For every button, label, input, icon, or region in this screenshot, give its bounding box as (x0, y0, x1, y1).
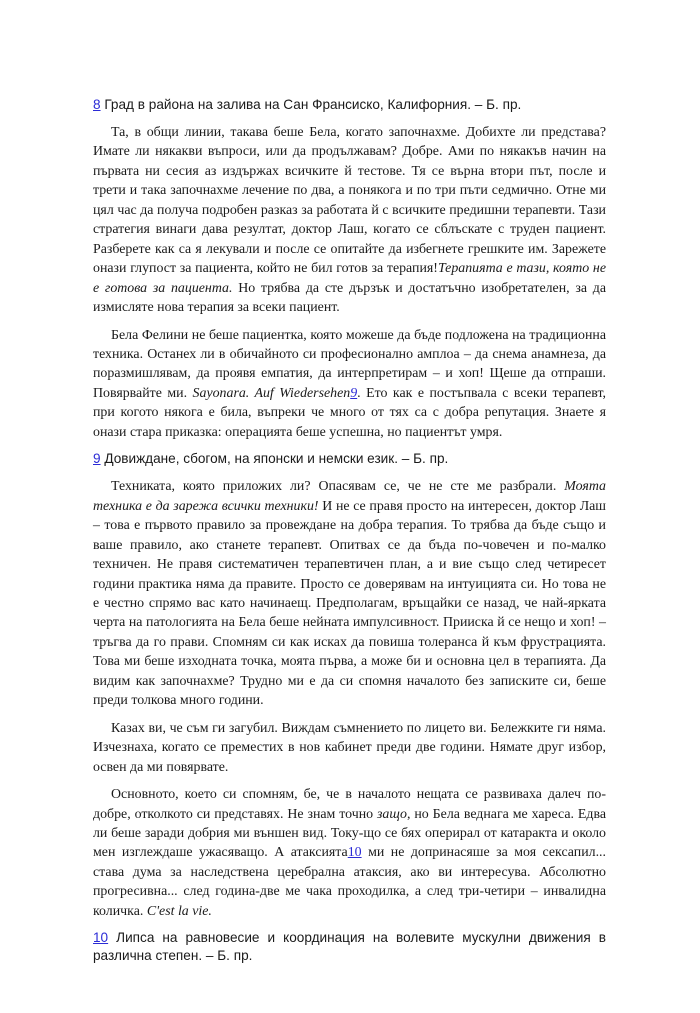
footnote-ref-10[interactable]: 10 (347, 845, 362, 861)
footnote-8 (93, 96, 606, 114)
paragraph-3 (93, 477, 606, 710)
paragraph-1 (93, 123, 606, 318)
paragraph-4 (93, 719, 606, 777)
paragraph-5-text-d: ми не допринасяше за моя сексапил... става дума за наследствена церебрална атаксия, ако ви интересува. Абсолютно прогресивна... след година-две ме чака проходилка, а след три-четири – инвалидна количка. (93, 845, 606, 919)
paragraph-3-text-a: Техниката, която приложих ли? Опасявам се, че не сте ме разбрали. (111, 479, 565, 495)
paragraph-5 (93, 785, 606, 921)
paragraph-2 (93, 326, 606, 443)
footnote-9-text: Довиждане, сбогом, на японски и немски език. – Б. пр. (100, 451, 449, 467)
paragraph-4-text-a: Казах ви, че съм ги загубил. Виждам съмнението по лицето ви. Бележките ги няма. Изчезнаха, когато се преместих в нов кабинет преди две години. Нямате друг избор, освен да ми повярвате. (93, 720, 606, 775)
paragraph-2-text-a: Бела Фелини не беше пациентка, която можеше да бъде подложена на традиционна техника. Останех ли в обичайното си професионално амплоа – да снема анамнеза, да поразмишлявам, да проявя емпатия, да интерпретирам – и хоп! Щеше да отпраши. Повярвайте ми. (93, 327, 606, 401)
footnote-8-number[interactable]: 8 (93, 97, 101, 112)
paragraph-1-italic: Терапията е тази, която не е готова за пациента. (93, 261, 606, 296)
paragraph-5-text-c: , но Бела веднага ме хареса. Едва ли беше заради добрия ми външен вид. Току-що се бях оперирал от катаракта и около мен изглеждаше ужасяващо. А атаксията (93, 806, 606, 861)
paragraph-5-text-a: Основното, което си спомням, бе, че в началото нещата се развиваха далеч по-добре, отколкото си представях. Не знам точно (93, 787, 606, 822)
paragraph-1-text-c: Но трябва да сте дързък и достатъчно изобретателен, за да измисляте нова терапия за всеки пациент. (93, 280, 606, 316)
paragraph-2-italic: Sayonara. Auf Wiedersehen (192, 385, 351, 401)
paragraph-1-text-a: Та, в общи линии, такава беше Бела, когато започнахме. Добихте ли представа? Имате ли някакви въпроси, или да продължавам? Добре. Ами по някакъв начин на първата ни сесия аз издържах всичките й тестове. Тя се върна втори път, после и трети и така започнахме лечение по два, а понякога и по три пъти седмично. Отне ми цял час да получа подробен разказ за работата й с всичките предишни терапевти. Тази стратегия винаги дава резултат, доктор Лаш, когато се сблъскате с труден пациент. Разберете как са я лекували и после се опитайте да избегнете грешките им. Зарежете онази глупост за пациента, който не бил готов за терапия! (93, 125, 606, 277)
footnote-9 (93, 450, 606, 468)
document-page (93, 96, 606, 974)
footnote-9-number[interactable]: 9 (93, 451, 101, 467)
footnote-10-text: Липса на равновесие и координация на волевите мускулни движения в различна степен. – Б. пр. (93, 930, 606, 964)
footnote-8-text: Град в района на залива на Сан Франсиско, Калифорния. – Б. пр. (100, 97, 522, 112)
paragraph-2-text-c: . Ето как е постъпвала с всеки терапевт, при когото някога е била, въпреки че много от тях са с добра репутация. Знаете я онази стара приказка: операцията беше успешна, но пациентът умря. (93, 385, 607, 440)
footnote-10-number[interactable]: 10 (93, 930, 109, 946)
footnote-10 (93, 929, 606, 965)
paragraph-3-italic: Моята техника е да зарежа всички техники! (93, 479, 606, 514)
paragraph-5-italic-e: C'est la vie. (146, 903, 212, 919)
paragraph-5-italic-a: защо (377, 806, 407, 822)
paragraph-3-text-c: И не се правя просто на интересен, доктор Лаш – това е първото правило за провеждане на добра терапия. То трябва да бъде също и ваше правило, ако станете терапевт. Опитвах се да бъда по-човечен и по-малко техничен. Не правя систематичен терапевтичен план, а и вие също след четиресет години практика няма да правите. Просто се доверявам на интуицията си. Но това не е честно спрямо вас като начинаещ. Предполагам, връщайки се назад, че най-ярката черта на патологията на Бела беше нейната импулсивност. Прииска й се нещо и хоп! – тръгва да го прави. Спомням си как исках да повиша толеранса й към фрустрацията. Това ми беше изходната точка, моята първа, а може би и основна цел в терапията. Да видим как започнахме? Трудно ми е да си спомня началото без записките си, беше преди толкова много години. (93, 498, 606, 709)
footnote-ref-9[interactable]: 9 (350, 385, 358, 401)
